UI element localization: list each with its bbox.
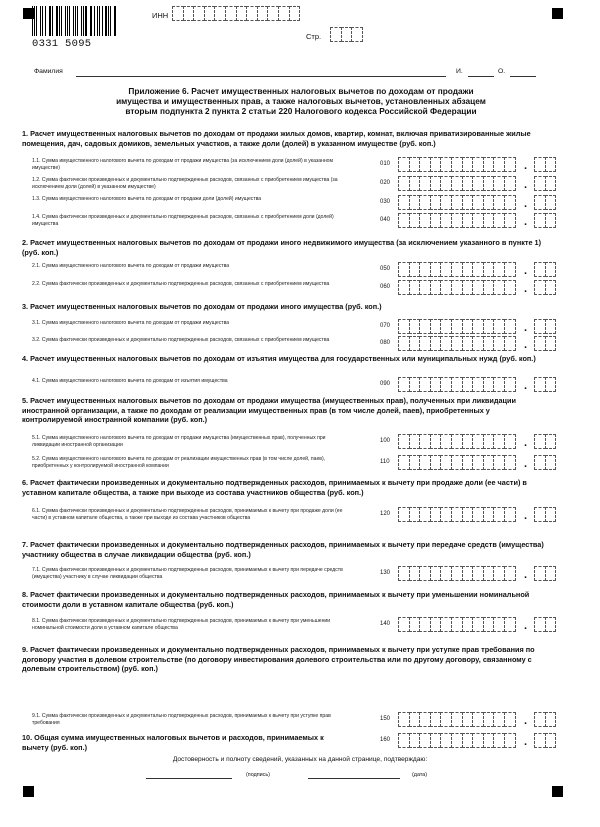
- barcode-bar: [52, 6, 53, 36]
- line-080-code: 080: [380, 340, 391, 346]
- barcode-number: 0331 5095: [32, 38, 92, 50]
- inn-label: ИНН: [152, 11, 169, 20]
- barcode-bar: [90, 6, 91, 36]
- line-130-decimal-dot: .: [524, 569, 528, 581]
- barcode-bar: [65, 6, 66, 36]
- line-item-label: 4.1. Сумма имущественного налогового вычета по доходам от изъятия имущества: [32, 378, 228, 384]
- digit-cell[interactable]: [545, 336, 557, 351]
- line-150-decimal-dot: .: [524, 715, 528, 727]
- line-item-label: 3.2. Сумма фактически произведенных и документально подтвержденных расходов, связанных с приобретением имущества: [32, 337, 330, 343]
- line-item-label: 5.2. Сумма имущественного налогового вычета по доходам от реализации имущественных прав (в том числе долей, паев), приобретенных у контролируемой иностранной компании: [32, 456, 326, 469]
- inn-digit-cell[interactable]: [289, 6, 301, 21]
- line-120-decimal-dot: .: [524, 510, 528, 522]
- barcode-bar: [69, 6, 70, 36]
- barcode-bar: [77, 6, 78, 36]
- title-line-2: имущества и имущественных прав, а также налоговых вычетов, установленных абзацем: [116, 96, 486, 107]
- confirmation-text: Достоверность и полноту сведений, указанных на данной странице, подтверждаю:: [172, 756, 428, 763]
- line-010-kopecks-field[interactable]: [534, 157, 555, 172]
- line-item-label: 6.1. Сумма фактически произведенных и документально подтвержденных расходов, принимаемых к вычету при продаже доли (ее части) в уставном капитале общества, а также при выходе из состава участников общества: [32, 508, 343, 521]
- line-090-kopecks-field[interactable]: [534, 377, 555, 392]
- line-020-rubles-field[interactable]: [398, 176, 515, 191]
- line-item-label: 3.1. Сумма имущественного налогового вычета по доходам от продажи имущества: [32, 320, 230, 326]
- digit-cell[interactable]: [504, 213, 516, 228]
- line-120-code: 120: [380, 511, 391, 517]
- line-030-decimal-dot: .: [524, 198, 528, 210]
- line-040-kopecks-field[interactable]: [534, 213, 555, 228]
- initial-i-field[interactable]: [468, 76, 494, 77]
- line-150-rubles-field[interactable]: [398, 712, 515, 727]
- digit-cell[interactable]: [504, 319, 516, 334]
- digit-cell[interactable]: [545, 455, 557, 470]
- digit-cell[interactable]: [504, 336, 516, 351]
- line-130-kopecks-field[interactable]: [534, 566, 555, 581]
- line-150-kopecks-field[interactable]: [534, 712, 555, 727]
- digit-cell[interactable]: [545, 319, 557, 334]
- line-160-rubles-field[interactable]: [398, 733, 515, 748]
- digit-cell[interactable]: [504, 566, 516, 581]
- section-5-heading: 5. Расчет имущественных налоговых вычетов по доходам от продажи имущества (имущественных прав), полученных при ликвидации иностранной организации, а также по доходам от реализации имущественных прав (в том числе долей, паев), приобретенных у контролируемой иностранной компании (руб. коп.): [22, 396, 516, 425]
- digit-cell[interactable]: [504, 280, 516, 295]
- digit-cell[interactable]: [504, 157, 516, 172]
- line-110-kopecks-field[interactable]: [534, 455, 555, 470]
- corner-marker-bottom-right: [552, 786, 563, 797]
- digit-cell[interactable]: [545, 157, 557, 172]
- line-item-label: 5.1. Сумма имущественного налогового вычета по доходам от продажи имущества (имущественных прав), полученных при ликвидации иностранной организации: [32, 435, 326, 448]
- section-1-heading: 1. Расчет имущественных налоговых вычетов по доходам от продажи жилых домов, квартир, комнат, включая приватизированные жилые помещения, дач, садовых домиков, земельных участков, а также доли (долей) в указанном имуществе (руб. коп.): [22, 129, 531, 148]
- line-090-rubles-field[interactable]: [398, 377, 515, 392]
- line-130-code: 130: [380, 570, 391, 576]
- line-160-code: 160: [380, 737, 391, 743]
- line-100-rubles-field[interactable]: [398, 434, 515, 449]
- page-label: Стр.: [306, 32, 322, 41]
- surname-label: Фамилия: [34, 68, 63, 75]
- digit-cell[interactable]: [504, 176, 516, 191]
- digit-cell[interactable]: [545, 434, 557, 449]
- line-060-rubles-field[interactable]: [398, 280, 515, 295]
- line-010-decimal-dot: .: [524, 160, 528, 172]
- digit-cell[interactable]: [504, 377, 516, 392]
- line-100-kopecks-field[interactable]: [534, 434, 555, 449]
- section-7-heading: 7. Расчет фактически произведенных и документально подтвержденных расходов, принимаемых к вычету при передаче средств (имущества) участнику общества в случае ликвидации общества (руб. коп.): [22, 540, 544, 559]
- line-item-label: 7.1. Сумма фактически произведенных и документально подтвержденных расходов, принимаемых к вычету при передаче средств (имущества) участнику в случае ликвидации общества: [32, 567, 343, 580]
- barcode-bar: [105, 6, 106, 36]
- digit-cell[interactable]: [545, 733, 557, 748]
- line-020-kopecks-field[interactable]: [534, 176, 555, 191]
- digit-cell[interactable]: [545, 712, 557, 727]
- barcode-bar: [40, 6, 41, 36]
- line-160-kopecks-field[interactable]: [534, 733, 555, 748]
- line-070-kopecks-field[interactable]: [534, 319, 555, 334]
- barcode-bar: [85, 6, 86, 36]
- line-030-code: 030: [380, 199, 391, 205]
- line-070-code: 070: [380, 323, 391, 329]
- line-040-code: 040: [380, 217, 391, 223]
- line-080-decimal-dot: .: [524, 339, 528, 351]
- digit-cell[interactable]: [545, 617, 557, 632]
- line-030-rubles-field[interactable]: [398, 195, 515, 210]
- section-4-heading: 4. Расчет имущественных налоговых вычетов по доходам от изъятия имущества для государственных или муниципальных нужд (руб. коп.): [22, 354, 536, 363]
- line-070-rubles-field[interactable]: [398, 319, 515, 334]
- line-item-label: 2.1. Сумма имущественного налогового вычета по доходам от продажи имущества: [32, 263, 230, 269]
- section-3-heading: 3. Расчет имущественных налоговых вычетов по доходам от продажи иного имущества (руб. коп.): [22, 302, 382, 311]
- line-010-rubles-field[interactable]: [398, 157, 515, 172]
- barcode: [32, 6, 118, 36]
- line-050-code: 050: [380, 266, 391, 272]
- line-080-kopecks-field[interactable]: [534, 336, 555, 351]
- line-040-rubles-field[interactable]: [398, 213, 515, 228]
- line-120-rubles-field[interactable]: [398, 507, 515, 522]
- signature-caption: (подпись): [246, 772, 270, 778]
- line-060-decimal-dot: .: [524, 283, 528, 295]
- line-080-rubles-field[interactable]: [398, 336, 515, 351]
- digit-cell[interactable]: [545, 176, 557, 191]
- line-item-label: 1.3. Сумма имущественного налогового вычета по доходам от продажи доли (долей) имущества: [32, 196, 262, 202]
- digit-cell[interactable]: [545, 377, 557, 392]
- digit-cell[interactable]: [504, 712, 516, 727]
- barcode-bar: [110, 6, 111, 36]
- line-130-rubles-field[interactable]: [398, 566, 515, 581]
- line-item-label: 2.2. Сумма фактически произведенных и документально подтвержденных расходов, связанных с приобретением имущества: [32, 281, 330, 287]
- digit-cell[interactable]: [504, 507, 516, 522]
- line-150-code: 150: [380, 716, 391, 722]
- digit-cell[interactable]: [545, 280, 557, 295]
- line-140-code: 140: [380, 621, 391, 627]
- digit-cell[interactable]: [545, 262, 557, 277]
- initial-o-label: О.: [498, 68, 506, 75]
- section-8-heading: 8. Расчет фактически произведенных и документально подтвержденных расходов, принимаемых к вычету при уменьшении номинальной стоимости доли в уставном капитале общества (руб. коп.): [22, 590, 530, 609]
- line-100-code: 100: [380, 438, 391, 444]
- line-item-label: 1.1. Сумма имущественного налогового вычета по доходам от продажи имущества (за исключением доли (долей) в указанном имуществе): [32, 158, 333, 171]
- barcode-bar: [97, 6, 98, 36]
- line-110-rubles-field[interactable]: [398, 455, 515, 470]
- barcode-bar: [56, 6, 57, 36]
- line-060-kopecks-field[interactable]: [534, 280, 555, 295]
- line-160-decimal-dot: .: [524, 736, 528, 748]
- digit-cell[interactable]: [504, 733, 516, 748]
- line-100-decimal-dot: .: [524, 437, 528, 449]
- line-020-code: 020: [380, 180, 391, 186]
- line-010-code: 010: [380, 161, 391, 167]
- barcode-bar: [32, 6, 33, 36]
- line-110-decimal-dot: .: [524, 458, 528, 470]
- digit-cell[interactable]: [504, 455, 516, 470]
- digit-cell[interactable]: [545, 566, 557, 581]
- page-digit-cell[interactable]: [351, 27, 363, 42]
- surname-field[interactable]: [76, 76, 446, 77]
- corner-marker-bottom-left: [23, 786, 34, 797]
- section-6-heading: 6. Расчет фактически произведенных и документально подтвержденных расходов, принимаемых к вычету при продаже доли (ее части) в уставном капитале общества, а также при выходе из состава участников общества (руб. коп.): [22, 478, 527, 497]
- initial-i-label: И.: [456, 68, 463, 75]
- title-line-3: вторым подпункта 2 пункта 2 статьи 220 Налогового кодекса Российской Федерации: [125, 106, 477, 117]
- line-item-label: 9.1. Сумма фактически произведенных и документально подтвержденных расходов, принимаемых к вычету при уступке прав требования: [32, 713, 331, 726]
- line-120-kopecks-field[interactable]: [534, 507, 555, 522]
- line-050-decimal-dot: .: [524, 265, 528, 277]
- digit-cell[interactable]: [545, 213, 557, 228]
- line-020-decimal-dot: .: [524, 179, 528, 191]
- date-field[interactable]: [308, 778, 400, 779]
- line-090-decimal-dot: .: [524, 380, 528, 392]
- barcode-bar: [45, 6, 46, 36]
- digit-cell[interactable]: [504, 195, 516, 210]
- inn-field[interactable]: [172, 6, 299, 21]
- initial-o-field[interactable]: [510, 76, 536, 77]
- line-item-label: 1.2. Сумма фактически произведенных и документально подтвержденных расходов, связанных с приобретением имущества (за исключением доли (долей) в указанном имуществе): [32, 177, 338, 190]
- digit-cell[interactable]: [504, 434, 516, 449]
- digit-cell[interactable]: [545, 195, 557, 210]
- line-item-label: 1.4. Сумма фактически произведенных и документально подтвержденных расходов, связанных с приобретением доли (долей) имущества: [32, 214, 334, 227]
- corner-marker-top-right: [552, 8, 563, 19]
- page-title: [96, 86, 506, 117]
- section-10-heading: 10. Общая сумма имущественных налоговых вычетов и расходов, принимаемых к вычету (руб. коп.): [22, 733, 324, 752]
- line-040-decimal-dot: .: [524, 216, 528, 228]
- line-090-code: 090: [380, 381, 391, 387]
- line-140-rubles-field[interactable]: [398, 617, 515, 632]
- section-2-heading: 2. Расчет имущественных налоговых вычетов по доходам от продажи иного недвижимого имущества (за исключением указанного в пункте 1) (руб. коп.): [22, 238, 542, 257]
- digit-cell[interactable]: [504, 617, 516, 632]
- line-050-rubles-field[interactable]: [398, 262, 515, 277]
- page-number-field[interactable]: [330, 27, 362, 42]
- line-060-code: 060: [380, 284, 391, 290]
- date-caption: (дата): [412, 772, 428, 778]
- title-line-1: Приложение 6. Расчет имущественных налоговых вычетов по доходам от продажи: [128, 86, 474, 96]
- line-050-kopecks-field[interactable]: [534, 262, 555, 277]
- signature-field[interactable]: [146, 778, 232, 779]
- line-140-kopecks-field[interactable]: [534, 617, 555, 632]
- line-030-kopecks-field[interactable]: [534, 195, 555, 210]
- section-9-heading: 9. Расчет фактически произведенных и документально подтвержденных расходов, принимаемых к вычету при уступке прав требования по договору участия в долевом строительстве (по договору инвестирования долевого строительства или по другому договору, связанному с долевым строительством) (руб. коп.): [22, 645, 535, 674]
- digit-cell[interactable]: [504, 262, 516, 277]
- digit-cell[interactable]: [545, 507, 557, 522]
- line-110-code: 110: [380, 459, 390, 465]
- line-item-label: 8.1. Сумма фактически произведенных и документально подтвержденных расходов, принимаемых к вычету при уменьшении номинальной стоимости доли в уставном капитале общества: [32, 618, 331, 631]
- line-140-decimal-dot: .: [524, 620, 528, 632]
- line-070-decimal-dot: .: [524, 322, 528, 334]
